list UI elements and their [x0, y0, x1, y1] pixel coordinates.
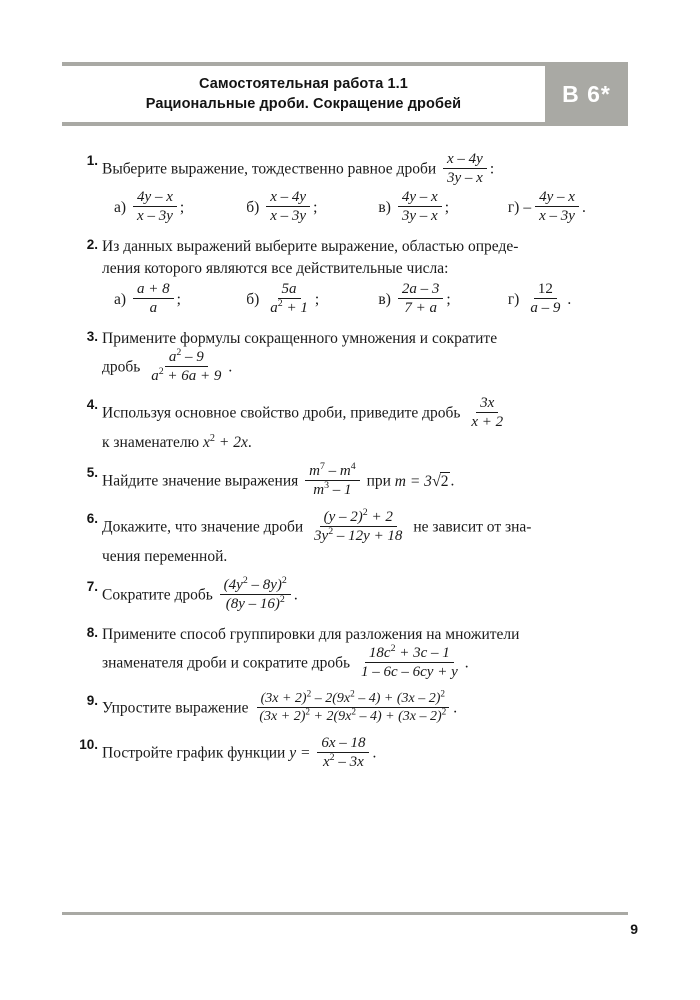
task-item-6: [72, 507, 628, 568]
task-1-option-a-den: x – 3y: [137, 208, 173, 224]
task-3-line-2: [102, 347, 628, 386]
task-1-statement-line: [102, 152, 628, 188]
task-9-prefix: Упростите выражение: [102, 699, 249, 717]
variant-badge: [545, 62, 628, 126]
task-2-option-v-num: 2a – 3: [398, 281, 444, 299]
task-1-option-g[interactable]: [508, 190, 628, 226]
task-3-trailer: .: [228, 358, 233, 376]
task-7-fraction: [220, 577, 291, 613]
task-1-option-v-label: в): [378, 198, 391, 216]
task-1-option-g-fraction: [535, 189, 579, 225]
task-2-option-v[interactable]: [378, 282, 507, 318]
task-8-trailer: .: [464, 654, 469, 672]
task-7-fraction-numerator: $(4y^2 - 8y)^2$: [220, 577, 291, 595]
task-item-2: [72, 236, 628, 318]
task-2-option-g-label: г): [507, 290, 520, 308]
task-7-trailer: .: [293, 586, 298, 604]
task-1-option-b[interactable]: [246, 190, 378, 226]
task-1-option-a-punct: ;: [179, 198, 185, 216]
task-number-2: 2.: [86, 237, 98, 252]
task-2-option-a-num: a + 8: [133, 281, 174, 299]
task-6-fraction: [310, 509, 406, 545]
task-10-fraction-numerator: 6x – 18: [317, 735, 369, 753]
task-item-8: [72, 624, 628, 682]
task-8-line-2: [102, 643, 628, 682]
task-2-option-v-label: в): [378, 290, 391, 308]
task-2-option-b-fraction: [266, 281, 312, 317]
task-list: [72, 152, 628, 782]
task-item-5: [72, 461, 628, 500]
task-5-fraction-numerator: $m^7 - m^4$: [305, 463, 360, 481]
task-body-10: [102, 736, 628, 772]
variant-badge-label: В 6*: [562, 80, 611, 107]
task-1-option-g-num: 4y – x: [535, 189, 579, 207]
task-8-line-1: Примените способ группировки для разложения на множители: [102, 626, 520, 643]
task-2-option-g[interactable]: [508, 282, 628, 318]
task-6-line-1: [102, 507, 628, 546]
task-1-option-a[interactable]: [114, 190, 246, 226]
task-7-line: [102, 575, 628, 614]
task-1-option-b-fraction: [266, 189, 310, 225]
task-1-option-v[interactable]: [378, 190, 507, 226]
task-4-line-2: [102, 432, 628, 454]
task-body-8: [102, 624, 628, 682]
task-item-9: [72, 688, 628, 726]
task-1-option-a-num: 4y – x: [133, 189, 177, 207]
task-2-option-a-punct: ;: [176, 290, 181, 308]
task-1-option-b-label: б): [246, 198, 260, 216]
task-2-option-g-den: a – 9: [530, 300, 561, 316]
task-2-option-v-punct: ;: [446, 290, 451, 308]
task-1-option-a-label: а): [114, 198, 127, 216]
task-body-2: [102, 236, 628, 318]
task-number-5: 5.: [86, 465, 98, 480]
task-1-option-g-label: г): [507, 198, 520, 216]
task-2-option-b-punct: ;: [314, 290, 320, 308]
task-1-fraction-numerator: x – 4y: [443, 151, 487, 169]
task-6-fraction-denominator: $3y^2 - 12y + 18$: [314, 526, 403, 544]
task-9-line: [102, 688, 628, 726]
task-2-option-a[interactable]: [114, 282, 246, 318]
task-number-4: 4.: [86, 397, 98, 412]
task-number-6: 6.: [86, 511, 98, 526]
task-7-fraction-denominator: (8y – 16)$^2$: [225, 594, 285, 612]
task-3-fraction-denominator: $a^2 + 6a + 9$: [151, 366, 222, 384]
worksheet-header: [62, 62, 628, 126]
task-8-fraction-denominator: 1 – 6c – 6cy + y: [360, 664, 458, 680]
task-1-option-b-num: x – 4y: [266, 189, 310, 207]
task-body-5: [102, 461, 628, 500]
task-5-fraction: [305, 463, 360, 499]
task-body-6: [102, 507, 628, 568]
task-8-fraction-numerator: $18c^2 + 3c - 1$: [365, 645, 454, 663]
task-1-option-b-den: x – 3y: [270, 208, 307, 224]
task-item-7: [72, 575, 628, 614]
task-1-fraction-denominator: 3y – x: [447, 170, 483, 186]
task-item-4: [72, 396, 628, 454]
task-3-line-1: Примените формулы сокращенного умножения и сократите: [102, 330, 498, 347]
task-10-line: [102, 736, 628, 772]
task-2-option-b-label: б): [246, 290, 260, 308]
task-1-option-a-fraction: [133, 189, 177, 225]
task-number-3: 3.: [86, 329, 98, 344]
task-8-line-2-prefix: знаменателя дроби и сократите дробь: [102, 654, 351, 672]
task-1-option-g-sign: –: [523, 198, 532, 216]
task-body-9: [102, 688, 628, 726]
task-9-fraction-denominator: $(3x + 2)^2 + 2(9x^2 - 4) + (3x - 2)^2$: [259, 706, 447, 724]
task-2-option-b[interactable]: [246, 282, 378, 318]
task-1-option-g-den: x – 3y: [539, 208, 575, 224]
task-2-option-a-label: а): [114, 290, 127, 308]
task-1-fraction: [443, 151, 487, 187]
task-2-option-v-fraction: [398, 281, 444, 317]
task-1-trailer: :: [489, 160, 495, 178]
task-4-line-2-prefix: к знаменателю: [102, 434, 200, 451]
task-1-options: [102, 190, 628, 226]
header-title-line-2: Рациональные дроби. Сокращение дробей: [145, 96, 462, 112]
page-number: 9: [630, 921, 638, 937]
task-item-3: [72, 328, 628, 386]
task-4-trailer: .: [247, 434, 252, 451]
task-10-fraction: [317, 735, 369, 771]
task-10-prefix: Постройте график функции: [102, 744, 286, 762]
task-4-fraction: [467, 395, 507, 431]
task-7-prefix: Сократите дробь: [102, 586, 213, 604]
task-1-option-v-fraction: [398, 189, 442, 225]
task-2-option-b-den: $a^2 + 1$: [270, 298, 308, 316]
task-2-option-g-punct: .: [567, 290, 572, 308]
task-10-fraction-denominator: $x^2 - 3x$: [323, 752, 364, 770]
header-title-line-1: Самостоятельная работа 1.1: [199, 76, 408, 92]
task-5-trailer: .: [450, 472, 455, 490]
task-1-option-v-punct: ;: [444, 198, 450, 216]
task-6-line-2: чения переменной.: [102, 548, 228, 565]
task-1-option-v-den: 3y – x: [401, 208, 438, 224]
task-5-middle: при: [366, 472, 391, 490]
task-6-prefix: Докажите, что значение дроби: [102, 518, 304, 536]
task-8-fraction: [357, 645, 462, 681]
task-3-fraction: [147, 349, 225, 385]
task-5-line: [102, 461, 628, 500]
task-6-suffix: не зависит от зна-: [413, 518, 532, 536]
task-4-fraction-numerator: 3x: [476, 395, 498, 413]
task-4-prefix: Используя основное свойство дроби, приведите дробь: [102, 404, 461, 422]
task-2-option-v-den: 7 + a: [404, 300, 437, 316]
header-rule-bottom: [62, 122, 545, 126]
task-9-trailer: .: [453, 699, 458, 717]
task-2-option-a-fraction: [133, 281, 174, 317]
footer-rule: [62, 912, 628, 915]
task-10-trailer: .: [372, 744, 377, 762]
task-number-7: 7.: [86, 579, 98, 594]
task-item-10: [72, 736, 628, 772]
task-2-option-b-num: 5a: [278, 281, 301, 299]
task-5-condition: m = 3√2: [394, 472, 449, 490]
task-2-line-1: Из данных выражений выберите выражение, областью опреде-: [102, 238, 519, 255]
task-5-prefix: Найдите значение выражения: [102, 472, 299, 490]
task-5-fraction-denominator: $m^3 - 1$: [313, 480, 352, 498]
task-1-text: Выберите выражение, тождественно равное дроби: [102, 160, 437, 178]
task-9-fraction: [255, 688, 450, 725]
task-2-line-2: ления которого являются все действительные числа:: [102, 260, 449, 277]
task-9-fraction-numerator: $(3x + 2)^2 - 2(9x^2 - 4) + (3x - 2)^2$: [257, 691, 449, 708]
task-body-4: [102, 396, 628, 454]
task-2-options: [102, 282, 628, 318]
task-2-option-a-den: a: [149, 300, 158, 316]
task-number-8: 8.: [86, 625, 98, 640]
task-body-3: [102, 328, 628, 386]
task-4-fraction-denominator: x + 2: [471, 414, 504, 430]
task-2-option-g-num: 12: [534, 281, 557, 299]
task-3-prefix: дробь: [102, 358, 141, 376]
task-number-1: 1.: [86, 153, 98, 168]
task-1-option-b-punct: ;: [313, 198, 318, 216]
task-body-7: [102, 575, 628, 614]
task-number-9: 9.: [86, 693, 98, 708]
task-number-10: 10.: [79, 737, 98, 752]
task-4-line-1: [102, 396, 628, 432]
header-title-box: [62, 66, 545, 122]
task-1-option-g-punct: .: [581, 198, 586, 216]
task-item-1: [72, 152, 628, 226]
task-1-option-v-num: 4y – x: [398, 189, 442, 207]
task-body-1: [102, 152, 628, 226]
task-10-lhs: y =: [289, 744, 311, 762]
task-4-denominator-expression: $x^2 + 2x$: [203, 432, 248, 451]
task-3-fraction-numerator: $a^2 - 9$: [165, 349, 208, 367]
task-2-option-g-fraction: [526, 281, 564, 317]
task-6-fraction-numerator: (y – 2)$^2$ + 2: [320, 509, 397, 527]
